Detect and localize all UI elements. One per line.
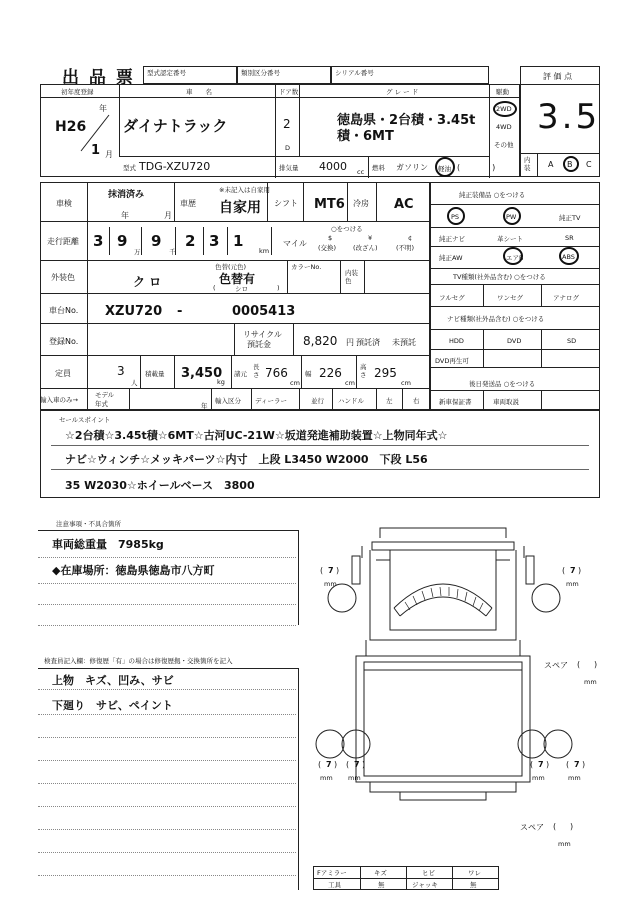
- mileage-km: km: [259, 247, 270, 255]
- legend-table: [313, 866, 499, 890]
- mileage-d5: 3: [209, 232, 220, 250]
- tire-fr-mm-value: 7: [570, 566, 576, 575]
- chassis-prefix: XZU720: [105, 304, 163, 319]
- tire-fr-paren-l: (: [562, 566, 566, 575]
- orig-paren-l: (: [213, 284, 216, 292]
- tire-rr1-paren-l: (: [530, 760, 534, 769]
- displacement-label: 排気量: [279, 164, 299, 172]
- interior-a: A: [548, 160, 554, 169]
- type-no-label: 型式認定番号: [147, 69, 186, 77]
- month-value: 1: [91, 143, 101, 158]
- ac-label: 冷房: [353, 199, 369, 208]
- repaint-label: 色替(元色): [215, 263, 247, 271]
- spare-bottom-label: スペア: [520, 823, 544, 832]
- height-value: 295: [374, 366, 397, 380]
- legend-r1-c2: キズ: [374, 869, 387, 877]
- class-no-field: [237, 66, 331, 84]
- score-value: 3.5: [537, 97, 601, 137]
- sales-points-block: [40, 410, 600, 498]
- mile-opt3: ¢: [408, 234, 413, 242]
- drive-4wd: 4WD: [496, 123, 512, 131]
- tire-rl2-mm-value: 7: [354, 760, 360, 769]
- shift-value: MT6: [314, 197, 345, 212]
- navi-title: ナビ種類(社外品含む) ○をつける: [447, 315, 545, 323]
- recycle-unpaid: 未預託: [392, 338, 416, 347]
- model-label: 型式: [123, 164, 136, 172]
- navi-dvd: DVD: [507, 337, 522, 345]
- options-block: [430, 182, 600, 410]
- legend-r2-c3: ジャッキ: [412, 881, 438, 889]
- inspector-line1: 上物 キズ、凹み、サビ: [52, 674, 174, 687]
- import-left: 左: [386, 397, 393, 405]
- model-year-label2: 年式: [95, 400, 108, 408]
- tire-rr1-paren-r: ): [546, 760, 550, 769]
- year-value: H26: [55, 119, 87, 135]
- doors-suffix: D: [285, 144, 291, 152]
- inspection-month-unit: 月: [164, 211, 172, 220]
- inspection-value: 抹消済み: [108, 190, 145, 200]
- recycle-value: 8,820: [303, 334, 338, 348]
- height-label: 高さ: [360, 363, 367, 379]
- score-box: [520, 66, 600, 177]
- navi-hdd: HDD: [449, 337, 464, 345]
- notes-label: 注意事項・不具合箇所: [56, 520, 121, 528]
- height-cm: cm: [401, 379, 411, 387]
- tire-fl-mm: mm: [324, 580, 337, 588]
- details-block: [40, 182, 430, 410]
- opt-airbag: エアB: [506, 254, 524, 262]
- spare-top-label: スペア: [544, 661, 568, 670]
- opt-leather: 革シート: [497, 235, 523, 243]
- tv-analog: アナログ: [553, 294, 579, 302]
- tire-rl1-mm: mm: [320, 774, 333, 782]
- tire-rl2-paren-r: ): [362, 760, 366, 769]
- sales-line3: 35 W2030☆ホイールベース 3800: [65, 479, 255, 492]
- inspection-label: 車検: [56, 199, 72, 208]
- legend-r2-c4: 無: [470, 881, 477, 889]
- year-unit: 年: [99, 104, 107, 113]
- ac-value: AC: [394, 197, 414, 212]
- tire-rr1-mm-value: 7: [538, 760, 544, 769]
- doors-label: ドア数: [279, 88, 299, 96]
- mile-label: マイル: [283, 239, 307, 248]
- interior-c: C: [586, 160, 592, 169]
- registration-label: 登録No.: [49, 337, 79, 346]
- mile-opt1-note: (交換): [318, 244, 337, 252]
- spare-top-paren-l: (: [577, 660, 581, 669]
- capacity-value: 3: [117, 364, 125, 378]
- spare-bottom-paren-l: (: [553, 822, 557, 831]
- legend-r1-c4: ワレ: [468, 869, 481, 877]
- opt-ps: PS: [451, 213, 460, 221]
- inspector-label: 検査員記入欄：修復歴「有」の場合は修復歴拠・交換箇所を記入: [44, 657, 233, 665]
- history-label: 車歴: [180, 199, 196, 208]
- import-parallel: 並行: [311, 397, 324, 405]
- displacement-value: 4000: [319, 160, 347, 173]
- page-title: 出 品 票: [62, 68, 135, 88]
- serial-field: [331, 66, 489, 84]
- interior-b: B: [567, 160, 573, 169]
- drive-label: 駆動: [496, 88, 509, 96]
- sales-label: セールスポイント: [59, 416, 111, 424]
- opt-abs: ABS: [562, 253, 575, 261]
- inspection-year-unit: 年: [121, 211, 129, 220]
- type-no-field: [143, 66, 237, 84]
- spare-bottom-mm: mm: [558, 840, 571, 848]
- legend-r2-c2: 無: [378, 881, 385, 889]
- spare-bottom-paren-r: ): [570, 822, 574, 831]
- length-value: 766: [265, 366, 288, 380]
- circle-note: ○をつける: [331, 225, 363, 233]
- grade-line2: 積・6MT: [337, 129, 394, 144]
- tire-rr2-mm: mm: [568, 774, 581, 782]
- fuel-paren: ( ): [457, 163, 496, 172]
- tv-full: フルセグ: [439, 294, 465, 302]
- spare-top-mm: mm: [584, 678, 597, 686]
- import-label: 輸入車のみ→: [40, 396, 78, 404]
- opt-aw: 純正AW: [439, 254, 463, 262]
- mile-opt3-note: (不明): [396, 244, 415, 252]
- first-reg-label: 初年度登録: [61, 88, 94, 96]
- tire-rr2-mm-value: 7: [574, 760, 580, 769]
- dims-label: 諸元: [234, 370, 247, 378]
- sales-line1: ☆2台積☆3.45t積☆6MT☆古河UC-21W☆坂道発進補助装置☆上物同年式☆: [65, 429, 448, 442]
- import-right: 右: [413, 397, 420, 405]
- car-name-label: 車 名: [186, 88, 212, 96]
- class-no-label: 類別区分番号: [241, 69, 280, 77]
- fuel-gasoline: ガソリン: [396, 163, 428, 172]
- width-label: 幅: [305, 370, 312, 378]
- mileage-sen: 千: [169, 248, 176, 256]
- history-value: 自家用: [219, 200, 261, 216]
- opt-sr: SR: [565, 234, 574, 242]
- orig-value: シロ: [235, 285, 248, 293]
- import-class-label: 輸入区分: [215, 397, 241, 405]
- legend-r2-c1: 工具: [328, 881, 341, 889]
- inspector-line2: 下廻り サビ、ペイント: [52, 699, 173, 712]
- chassis-label: 車台No.: [49, 306, 79, 315]
- mileage-d1: 3: [93, 232, 104, 250]
- serial-label: シリアル番号: [335, 69, 374, 77]
- recycle-label2: 預託金: [247, 340, 271, 349]
- opt-pw: PW: [506, 213, 517, 221]
- repaint-value: 色替有: [219, 272, 256, 286]
- after-manual: 車両取説: [493, 398, 519, 406]
- tire-rl2-mm: mm: [348, 774, 361, 782]
- recycle-unit: 円: [346, 338, 354, 347]
- navi-sd: SD: [567, 337, 577, 345]
- length-label: 長さ: [253, 363, 260, 379]
- tire-rl1-paren-r: ): [334, 760, 338, 769]
- exterior-value: ク ロ: [133, 275, 162, 289]
- exterior-label: 外装色: [51, 273, 75, 282]
- tire-fl-paren-l: (: [320, 566, 324, 575]
- recycle-paid: 預託済: [356, 338, 380, 347]
- doors-value: 2: [283, 117, 291, 131]
- tire-rr2-paren-r: ): [582, 760, 586, 769]
- tv-title: TV種類(社外品含む) ○をつける: [453, 273, 546, 281]
- dvd-label: DVD再生可: [435, 357, 469, 365]
- mileage-d6: 1: [233, 232, 244, 250]
- grade-line1: 徳島県・2台積・3.45t: [337, 113, 476, 128]
- displacement-unit: cc: [357, 168, 365, 176]
- tire-fl-mm-value: 7: [328, 566, 334, 575]
- opt-navi: 純正ナビ: [439, 235, 465, 243]
- load-label: 積載量: [145, 370, 165, 378]
- month-unit: 月: [105, 150, 113, 159]
- after-warranty: 新車保証書: [439, 398, 472, 406]
- mileage-d2: 9: [117, 232, 128, 250]
- width-value: 226: [319, 366, 342, 380]
- tire-rl1-paren-l: (: [318, 760, 322, 769]
- options-title: 純正装備品 ○をつける: [459, 191, 526, 199]
- tire-rl1-mm-value: 7: [326, 760, 332, 769]
- tv-one: ワンセグ: [497, 294, 523, 302]
- color-no-label: カラーNo.: [291, 263, 322, 271]
- model-year-label: モデル: [95, 391, 115, 399]
- tire-rr1-mm: mm: [532, 774, 545, 782]
- notes-line2: ◆在庫場所：徳島県徳島市八方町: [52, 564, 215, 577]
- vehicle-info-block: [40, 84, 520, 177]
- orig-paren-r: ): [277, 284, 280, 292]
- notes-line1: 車両総重量 7985kg: [52, 538, 164, 551]
- spare-top-paren-r: ): [594, 660, 598, 669]
- length-cm: cm: [290, 379, 300, 387]
- import-year-unit: 年: [201, 402, 208, 410]
- history-note: ※未記入は自家用: [219, 186, 270, 194]
- opt-tv: 純正TV: [559, 214, 581, 222]
- mileage-label: 走行距離: [47, 237, 79, 246]
- width-cm: cm: [345, 379, 355, 387]
- legend-r1-c1: Fアミラー: [317, 869, 347, 877]
- interior-color-label: 内装色: [345, 269, 358, 285]
- grade-label: グ レ ー ド: [386, 88, 419, 96]
- after-title: 後日発送品 ○をつける: [469, 380, 536, 388]
- mileage-man: 万: [134, 248, 141, 256]
- mile-opt2-note: (改ざん): [353, 244, 378, 252]
- mileage-d4: 2: [185, 232, 196, 250]
- tire-fr-paren-r: ): [578, 566, 582, 575]
- chassis-number: 0005413: [232, 304, 296, 319]
- sales-line2: ナビ☆ウィンチ☆メッキパーツ☆内寸 上段 L3450 W2000 下段 L56: [65, 453, 428, 466]
- drive-other: その他: [494, 141, 514, 149]
- recycle-label: リサイクル: [243, 330, 282, 339]
- shift-label: シフト: [274, 199, 298, 208]
- tire-fr-mm: mm: [566, 580, 579, 588]
- car-name-value: ダイナトラック: [123, 117, 228, 135]
- fuel-diesel: 軽油: [438, 165, 451, 173]
- chassis-dash: -: [177, 304, 183, 319]
- legend-r1-c3: ヒビ: [422, 869, 435, 877]
- load-unit: kg: [217, 378, 225, 386]
- model-value: TDG-XZU720: [139, 160, 211, 173]
- capacity-label: 定員: [55, 369, 71, 378]
- mile-opt2: ¥: [368, 234, 373, 242]
- import-handle: ハンドル: [338, 397, 364, 405]
- mileage-d3: 9: [151, 232, 162, 250]
- load-value: 3,450: [181, 366, 223, 381]
- drive-2wd: 2WD: [496, 105, 512, 113]
- capacity-unit: 人: [131, 379, 138, 387]
- tire-rl2-paren-l: (: [346, 760, 350, 769]
- interior-label: 内装: [524, 156, 531, 172]
- mile-opt1: $: [328, 234, 333, 242]
- fuel-label: 燃料: [372, 164, 385, 172]
- score-label: 評 価 点: [543, 72, 573, 81]
- import-dealer: ディーラー: [255, 397, 287, 405]
- tire-rr2-paren-l: (: [566, 760, 570, 769]
- tire-fl-paren-r: ): [336, 566, 340, 575]
